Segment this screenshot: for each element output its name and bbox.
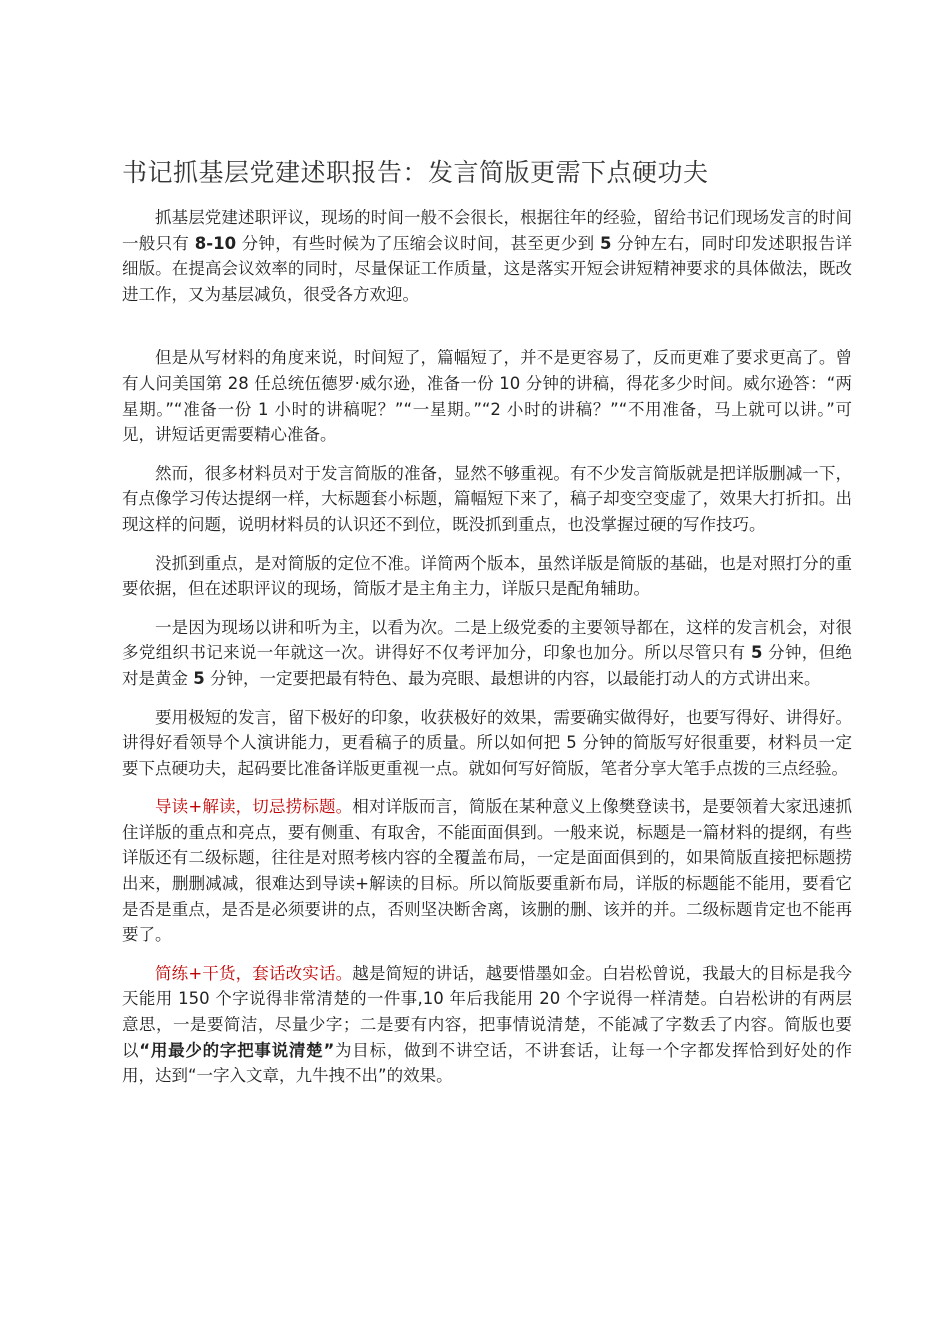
page-title: 书记抓基层党建述职报告：发言简版更需下点硬功夫 [122, 158, 709, 187]
text-run: 一是因为现场以讲和听为主，以看为次。二是上级党委的主要领导都在，这样的发言机会，对很多党组织书记来说一年就这一次。讲得好不仅考评加分，印象也加分。所以尽管只有 [122, 617, 852, 663]
section-heading-red: 简练+干货，套话改实话。 [155, 963, 353, 983]
bold-number: 5 [600, 233, 612, 253]
bold-number: 8-10 [194, 233, 237, 253]
text-run: 为目标，做到不讲空话，不讲套话，让每一个字都发挥恰到好处的作用，达到“一字入文章，九牛拽不出”的效果。 [122, 1040, 853, 1086]
text-run: 分钟左右，同时印发述职报告详细版。在提高会议效率的同时，尽量保证工作质量，这是落实开短会讲短精神要求的具体做法，既改进工作，又为基层减负，很受各方欢迎。 [122, 233, 853, 304]
text-run: 越是简短的讲话，越要惜墨如金。白岩松曾说，我最大的目标是我今天能用 150 个字说得非常清楚的一件事,10 年后我能用 20 个字说得一样清楚。白岩松讲的有两层意思，一是要简洁，尽量少字；二是要有内容，把事情说清楚，不能减了字数丢了内容。简版也要以 [122, 963, 853, 1060]
paragraph-1 [122, 205, 852, 307]
paragraph-2: 但是从写材料的角度来说，时间短了，篇幅短了，并不是更容易了，反而更难了要求更高了。曾有人问美国第 28 任总统伍德罗·威尔逊，准备一份 10 分钟的讲稿，得花多少时间。威尔逊答：“两星期。”“准备一份 1 小时的讲稿呢？”“一星期。”“2 小时的讲稿？”“不用准备，马上就可以讲。”可见，讲短话更需要精心准备。 [122, 348, 852, 445]
paragraph-5 [122, 615, 852, 692]
text-run: 分钟，有些时候为了压缩会议时间，甚至更少到 [236, 233, 601, 253]
bold-quote: “用最少的字把事说清楚” [139, 1040, 335, 1060]
text-run: 分钟，但绝对是黄金 [122, 643, 852, 688]
text-run: 相对详版而言，简版在某种意义上像樊登读书，是要领着大家迅速抓住详版的重点和亮点，要有侧重、有取舍，不能面面俱到。一般来说，标题是一篇材料的提纲，有些详版还有二级标题，往往是对照考核内容的全覆盖布局，一定是面面俱到的，如果简版直接把标题捞出来，删删减减，很难达到导读+解读的目标。所以简版要重新布局，详版的标题能不能用，要看它是否是重点，是否是必须要讲的点，否则坚决断舍离，该删的删、该并的并。二级标题肯定也不能再要了。 [122, 797, 853, 945]
text-run: 分钟，一定要把最有特色、最为亮眼、最想讲的内容，以最能打动人的方式讲出来。 [204, 668, 821, 688]
paragraph-8 [122, 961, 852, 1089]
paragraph-6: 要用极短的发言，留下极好的印象，收获极好的效果，需要确实做得好，也要写得好、讲得好。讲得好看领导个人演讲能力，更看稿子的质量。所以如何把 5 分钟的简版写好很重要，材料员一定要下点硬功夫，起码要比准备详版更重视一点。就如何写好简版，笔者分享大笔手点拨的三点经验。 [122, 707, 852, 778]
section-heading-red: 导读+解读，切忌捞标题。 [155, 797, 353, 817]
paragraph-4: 没抓到重点，是对简版的定位不准。详简两个版本，虽然详版是简版的基础，也是对照打分的重要依据，但在述职评议的现场，简版才是主角主力，详版只是配角辅助。 [122, 553, 852, 599]
text-run: 抓基层党建述职评议，现场的时间一般不会很长，根据往年的经验，留给书记们现场发言的时间一般只有 [122, 208, 852, 253]
paragraph-7 [122, 794, 852, 948]
bold-number: 5 [751, 643, 763, 663]
document-page [122, 155, 852, 1102]
paragraph-3: 然而，很多材料员对于发言简版的准备，显然不够重视。有不少发言简版就是把详版删减一下，有点像学习传达提纲一样，大标题套小标题，篇幅短下来了，稿子却变空变虚了，效果大打折扣。出现这样的问题，说明材料员的认识还不到位，既没抓到重点，也没掌握过硬的写作技巧。 [122, 463, 852, 534]
bold-number: 5 [193, 668, 205, 688]
